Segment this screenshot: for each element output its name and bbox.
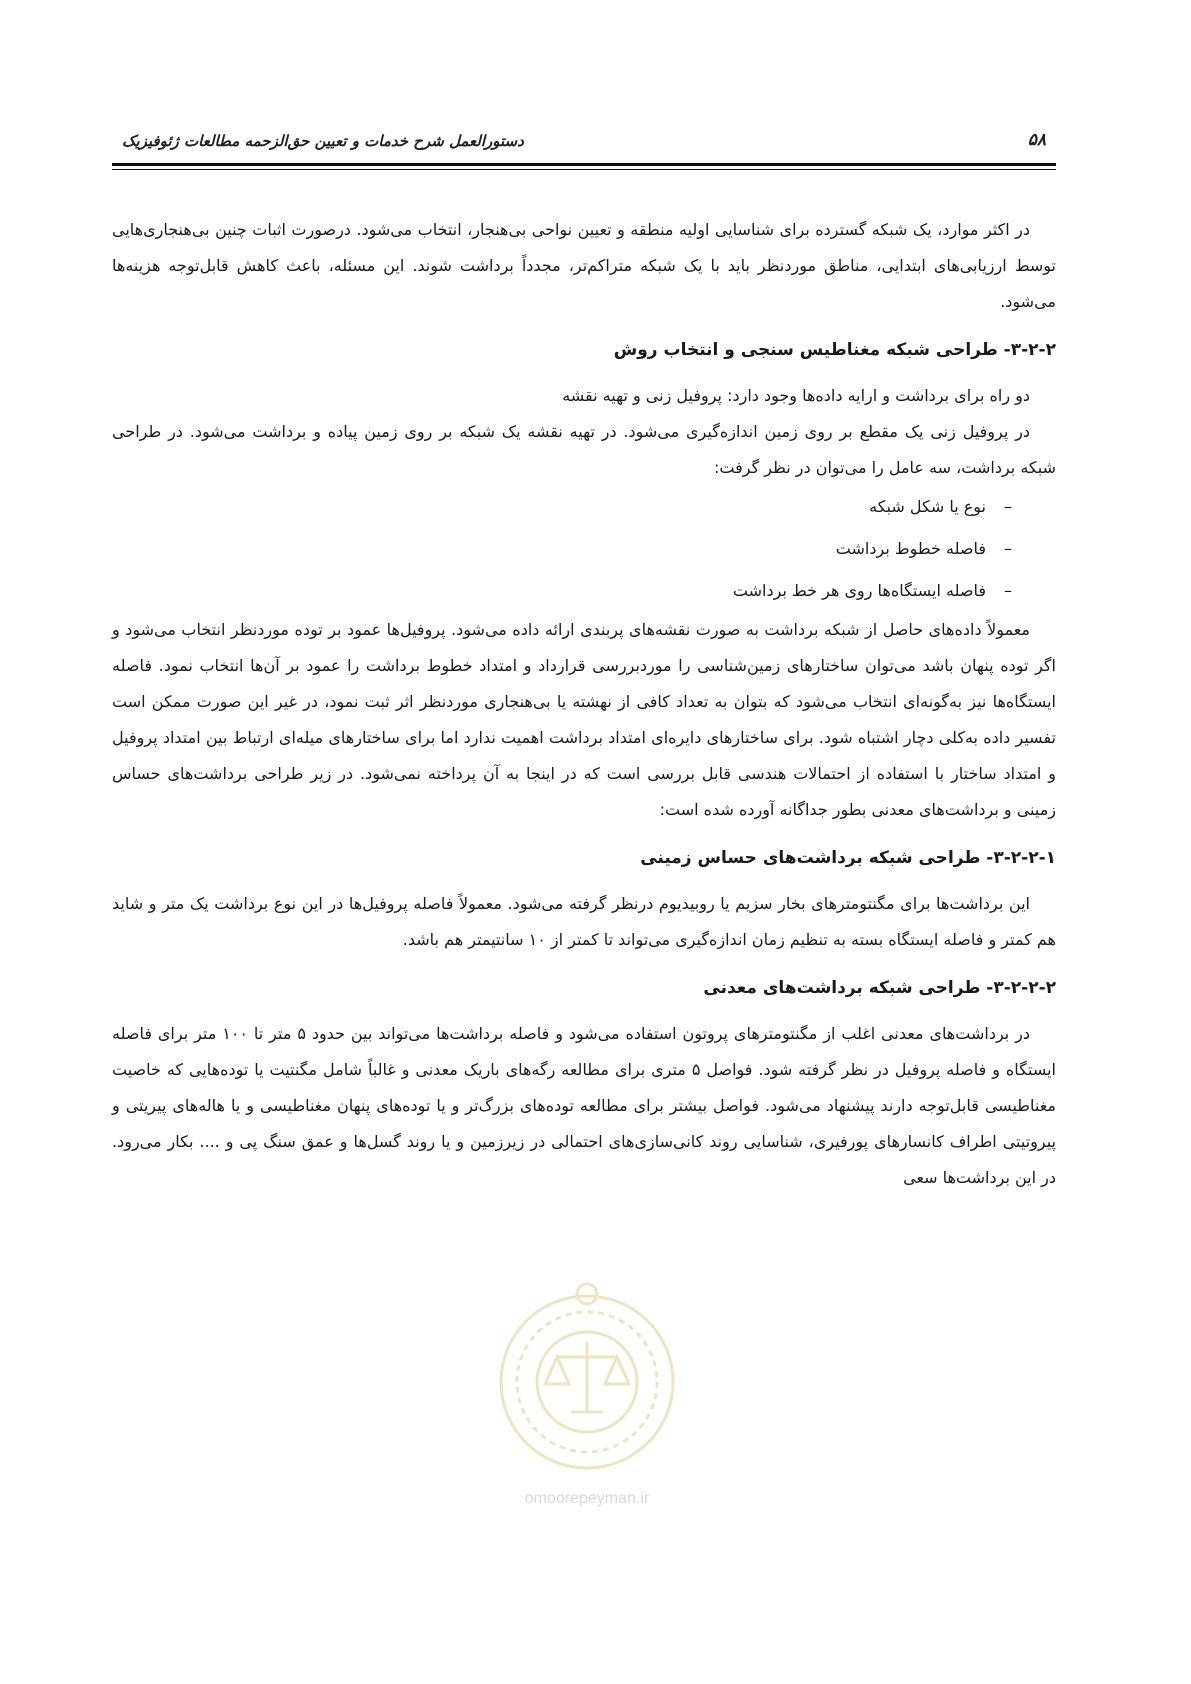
- list-item: [112, 486, 1012, 528]
- list-item-text: فاصله ایستگاه‌ها روی هر خط برداشت: [732, 581, 986, 600]
- document-body: [112, 212, 1056, 1196]
- section-3-2-2-paragraph-3: معمولاً داده‌های حاصل از شبکه برداشت به صورت نقشه‌های پربندی ارائه داده می‌شود. پروفیل‌ها عمود بر توده موردنظر انتخاب می‌شود و اگر توده پنهان باشد می‌توان ساختارهای زمین‌شناسی را موردبررسی قرارداد و امتداد خطوط برداشت را عمود بر آن‌ها انتخاب نمود. فاصله ایستگاه‌ها نیز به‌گونه‌ای انتخاب می‌شود که بتوان به تعداد کافی از نهشته یا بی‌هنجاری موردنظر اثر ثبت نمود، در غیر این صورت ممکن است تفسیر داده به‌کلی دچار اشتباه شود. برای ساختارهای دایره‌ای امتداد برداشت اهمیت ندارد اما برای ساختارهای میله‌ای ارتباط بین امتداد پروفیل و امتداد ساختار با استفاده از احتمالات هندسی قابل بررسی است که در اینجا به آن پرداخته نمی‌شود. در زیر طراحی برداشت‌های حساس زمینی و برداشت‌های معدنی بطور جداگانه آورده شده است:: [112, 620, 1056, 819]
- section-heading-3-2-2: ۳-۲-۲- طراحی شبکه مغناطیس سنجی و انتخاب روش: [613, 340, 1056, 360]
- survey-factors-list: [112, 486, 1056, 612]
- list-item-text: نوع یا شکل شبکه: [869, 497, 986, 516]
- watermark: [487, 1272, 687, 1522]
- intro-paragraph: در اکثر موارد، یک شبکه گسترده برای شناسایی اولیه منطقه و تعیین نواحی بی‌هنجار، انتخاب می‌شود. درصورت اثبات چنین بی‌هنجاری‌هایی توسط ارزیابی‌های ابتدایی، مناطق موردنظر باید با یک شبکه متراکم‌تر، مجدداً برداشت شوند. این مسئله، باعث کاهش قابل‌توجه هزینه‌ها می‌شود.: [112, 220, 1056, 311]
- section-3-2-2-paragraph-2: در پروفیل زنی یک مقطع بر روی زمین اندازه‌گیری می‌شود. در تهیه نقشه یک شبکه بر روی زمین پیاده و برداشت می‌شود. در طراحی شبکه برداشت، سه عامل را می‌توان در نظر گرفت:: [112, 422, 1056, 477]
- running-header-title: دستورالعمل شرح خدمات و تعیین حق‌الزحمه مطالعات ژئوفیزیک: [122, 132, 524, 150]
- section-3-2-2-1-paragraph: این برداشت‌ها برای مگنتومترهای بخار سزیم یا روبیدیوم درنظر گرفته می‌شود. معمولاً فاصله پروفیل‌ها در این نوع برداشت یک متر و شاید هم کمتر و فاصله ایستگاه بسته به تنظیم زمان اندازه‌گیری می‌تواند تا کمتر از ۱۰ سانتیمتر هم باشد.: [112, 894, 1056, 949]
- section-3-2-2-2-paragraph: در برداشت‌های معدنی اغلب از مگنتومترهای پروتون استفاده می‌شود و فاصله برداشت‌ها می‌تواند بین حدود ۵ متر تا ۱۰۰ متر برای فاصله ایستگاه و فاصله پروفیل در نظر گرفته شود. فواصل ۵ متری برای مطالعه رگه‌های باریک معدنی و غالباً شامل مگنتیت یا توده‌هایی که خاصیت مغناطیسی قابل‌توجه دارند پیشنهاد می‌شود. فواصل بیشتر برای مطالعه توده‌های بزرگ‌تر و یا توده‌های پنهان مغناطیسی و یا هاله‌های پیریتی و پیروتیتی اطراف کانسارهای پورفیری، شناسایی روند کانی‌سازی‌های احتمالی در زیرزمین و یا روند گسل‌ها و عمق سنگ پی و .... بکار می‌رود. در این برداشت‌ها سعی: [112, 1024, 1056, 1187]
- list-marker: –: [1004, 497, 1012, 516]
- list-item: [112, 528, 1012, 570]
- section-heading-3-2-2-1: ۳-۲-۲-۱- طراحی شبکه برداشت‌های حساس زمینی: [640, 848, 1056, 868]
- header-rule-thin: [112, 169, 1056, 170]
- list-item: [112, 570, 1012, 612]
- header-rule-thick: [112, 163, 1056, 166]
- watermark-url: omoorepeyman.ir: [524, 1490, 650, 1507]
- section-3-2-2-paragraph-1: دو راه برای برداشت و ارایه داده‌ها وجود دارد: پروفیل زنی و تهیه نقشه: [562, 386, 1030, 405]
- scales-of-justice-seal-icon: [487, 1272, 687, 1482]
- list-marker: –: [1004, 539, 1012, 558]
- page-header: [112, 118, 1056, 158]
- list-marker: –: [1004, 581, 1012, 600]
- section-heading-3-2-2-2: ۳-۲-۲-۲- طراحی شبکه برداشت‌های معدنی: [703, 978, 1056, 998]
- list-item-text: فاصله خطوط برداشت: [835, 539, 986, 558]
- page-number: ۵۸: [1027, 130, 1046, 150]
